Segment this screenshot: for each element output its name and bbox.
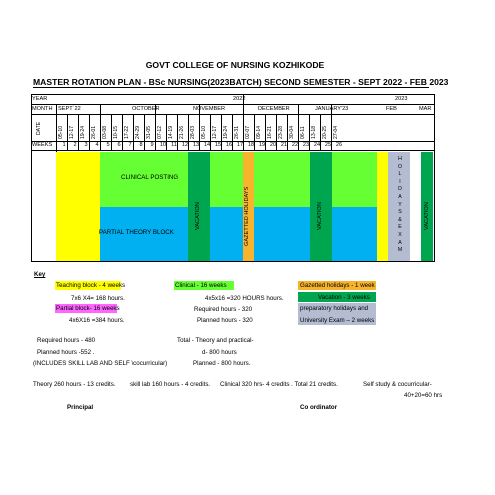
date-range: 14-19 (168, 125, 174, 139)
week-number: 3 (84, 142, 88, 148)
date-range: 05-10 (58, 125, 64, 139)
year-2022: 2022 (233, 96, 246, 102)
teaching-block-2 (377, 152, 388, 261)
grid-row-line (31, 94, 435, 95)
date-range: 10-15 (113, 125, 119, 139)
month-december: DECEMBER (258, 106, 290, 112)
date-range: 27-04 (333, 125, 339, 139)
date-range: 28-03 (190, 125, 196, 139)
week-number: 20 (269, 142, 277, 148)
date-range: 21-26 (179, 125, 185, 139)
date-range: 26-01 (91, 125, 97, 139)
month-january: JANUARY'23 (315, 106, 349, 112)
date-range: 13-18 (311, 125, 317, 139)
date-range: 03-08 (102, 125, 108, 139)
theory-block-2 (210, 207, 243, 261)
holidays-exam-letter: X (398, 231, 402, 238)
week-number: 16 (225, 142, 233, 148)
date-range: 26-31 (234, 125, 240, 139)
holidays-exam-letter: I (399, 178, 401, 185)
week-number: 15 (214, 142, 222, 148)
month-sept: SEPT`22 (58, 106, 81, 112)
theory-block-4 (332, 207, 377, 261)
week-number: 9 (150, 142, 154, 148)
prep-key-text: preparatory holidays and (300, 305, 369, 312)
week-number: 8 (139, 142, 143, 148)
clinical-posting-label: CLINICAL POSTING (121, 174, 179, 181)
teaching-key-text: Teaching block - 4 weeks (56, 282, 126, 289)
week-number: 25 (324, 142, 332, 148)
week-number: 14 (203, 142, 211, 148)
date-range: 12-17 (69, 125, 75, 139)
holidays-exam-letter: O (397, 163, 403, 170)
holidays-exam-label (396, 156, 404, 255)
institution-title: GOVT COLLEGE OF NURSING KOZHIKODE (145, 60, 325, 70)
date-range: 31-05 (146, 125, 152, 139)
grid-border-left (31, 94, 32, 261)
week-number: 2 (73, 142, 77, 148)
plan-subtitle: MASTER ROTATION PLAN - BSc NURSING(2023BATCH) SECOND SEMESTER - SEPT 2022 - FEB 2023 (33, 77, 449, 87)
grid-row-line (31, 104, 435, 105)
gazetted-holidays-label: GAZETTED HOLIDAYS (244, 186, 250, 246)
week-number: 6 (117, 142, 121, 148)
clinical-block-4 (332, 152, 377, 207)
blank-block (410, 152, 421, 261)
total-note-1: Total - Theory and practical- (177, 337, 254, 344)
week-number: 10 (159, 142, 167, 148)
date-range: 09-14 (256, 125, 262, 139)
credits-skill: skill lab 160 hours - 4 credits. (130, 381, 211, 388)
clinical-block-3 (254, 152, 310, 207)
week-number: 7 (128, 142, 132, 148)
total-note-2: d- 800 hours (202, 349, 237, 356)
partial-hours: 4x6X16 =384 hours. (69, 317, 125, 324)
clinical-block-2 (210, 152, 243, 207)
required-hours: Required hours - 480 (37, 337, 96, 344)
date-range: 05-10 (201, 125, 207, 139)
key-heading: Key (34, 271, 46, 278)
vacation-key-text: Vacation - 3 weeks (318, 294, 370, 301)
date-range: 19-24 (223, 125, 229, 139)
grid-row-line (31, 114, 435, 115)
grid-border-right (434, 94, 435, 261)
holidays-exam-letter: & (398, 216, 402, 223)
row-label-month: MONTH (32, 106, 53, 112)
partial-key-text: Partial block- 16 weeks (56, 305, 120, 312)
month-november: NOVEMBER (193, 106, 226, 112)
credits-self: Self study & cocurricular- (363, 381, 432, 388)
planned-hours: Planned hours -552 . (37, 349, 95, 356)
grid-month-divider (298, 104, 299, 114)
clinical-planned: Planned hours - 320 (197, 317, 253, 324)
week-number: 13 (192, 142, 200, 148)
teaching-block (56, 152, 100, 261)
theory-block-3 (254, 207, 310, 261)
year-2023: 2023 (395, 96, 408, 102)
date-range: 12-17 (212, 125, 218, 139)
subtitle-underline (33, 87, 429, 88)
week-number: 18 (247, 142, 255, 148)
holidays-exam-letter: Y (398, 201, 402, 208)
date-range: 06-11 (300, 126, 306, 139)
clinical-required: Required hours - 320 (194, 306, 253, 313)
date-range: 07-12 (157, 125, 163, 139)
includes-note: (INCLUDES SKILL LAB AND SELF \cocurricular) (33, 360, 168, 367)
month-feb: FEB (386, 106, 397, 112)
holidays-exam-letter: E (398, 224, 402, 231)
holidays-exam-letter: A (398, 193, 402, 200)
vacation-label-3: VACATION (424, 202, 430, 230)
week-number: 12 (181, 142, 189, 148)
week-number: 22 (291, 142, 299, 148)
week-number: 5 (106, 142, 110, 148)
week-number: 21 (280, 142, 288, 148)
holidays-exam-letter: D (398, 186, 402, 193)
univ-key-text: University Exam – 2 weeks (300, 317, 375, 324)
holidays-exam-letter: S (398, 209, 402, 216)
month-mar: MAR (419, 106, 432, 112)
date-range: 23-28 (278, 125, 284, 139)
date-range: 16-21 (267, 125, 273, 139)
vacation-label-1: VACATION (195, 202, 201, 230)
credits-self-2: 40+20=60 hrs (404, 392, 443, 399)
week-number: 24 (313, 142, 321, 148)
vacation-label-2: VACATION (317, 202, 323, 230)
month-october: OCTOBER (132, 106, 160, 112)
date-range: 19-24 (80, 125, 86, 139)
clinical-key-text: Clinical - 16 weeks (175, 282, 227, 289)
grid-row-line (31, 141, 435, 142)
week-number: 11 (171, 142, 177, 148)
grid-month-divider (243, 104, 244, 114)
partial-theory-label: PARTIAL THEORY BLOCK (99, 229, 174, 236)
credits-theory: Theory 260 hours - 13 credits. (33, 381, 116, 388)
grid-row-line (31, 150, 435, 151)
date-range: 17-22 (124, 125, 130, 139)
holidays-exam-letter: A (398, 239, 402, 246)
teaching-hours: 7x6 X4= 168 hours. (71, 295, 125, 302)
holidays-exam-letter: M (397, 247, 403, 254)
date-range: 30-04 (289, 125, 295, 139)
date-range: 02-07 (245, 125, 251, 139)
week-number: 4 (95, 142, 99, 148)
holidays-exam-letter: H (398, 156, 402, 162)
coordinator-signature: Co ordinator (300, 404, 338, 411)
week-number: 19 (258, 142, 266, 148)
row-label-weeks: WEEKS (32, 142, 53, 148)
week-number: 26 (335, 142, 343, 148)
date-range: 20-25 (322, 125, 328, 139)
clinical-hours: 4x5x16 =320 HOURS hours. (205, 295, 284, 302)
credits-clinical: Clinical 320 hrs- 4 credits . Total 21 credits. (220, 381, 338, 388)
row-label-year: YEAR (32, 96, 48, 102)
grid-month-divider (100, 104, 101, 114)
gazetted-key-text: Gazetted holidays - 1 week (300, 282, 375, 289)
row-label-date: DATE (36, 121, 42, 135)
week-number: 1 (62, 142, 66, 148)
total-note-3: Planned - 800 hours. (193, 360, 251, 367)
grid-row-line (31, 261, 435, 262)
holidays-exam-letter: L (398, 171, 402, 178)
week-number: 23 (302, 142, 310, 148)
date-range: 24-29 (135, 125, 141, 139)
week-number: 17 (236, 142, 244, 148)
principal-signature: Principal (67, 404, 94, 411)
